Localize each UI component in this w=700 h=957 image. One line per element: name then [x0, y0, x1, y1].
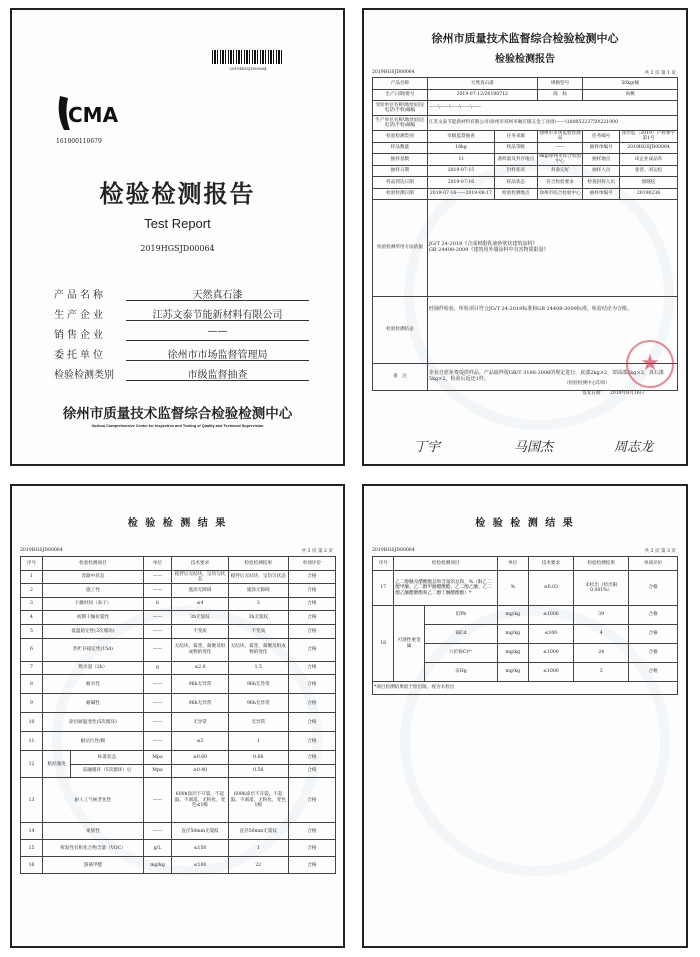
- table-cell: 耐沾污性/级: [43, 732, 144, 751]
- table-cell: 郭晓松: [620, 177, 678, 189]
- table-cell: 任务来源: [494, 131, 537, 143]
- results-page-info: 共 3 页 第 2 页: [301, 549, 333, 554]
- cover-subtitle-en: Test Report: [144, 216, 211, 231]
- table-cell: 挥发性有机化合物含量（VOC）: [43, 840, 144, 857]
- table-cell: 徐州市市场监督管理局: [126, 346, 309, 361]
- table-cell: 单项评价: [629, 557, 678, 571]
- table-cell: 天然真石漆: [126, 286, 309, 301]
- table-cell: 江苏文泰节能新材料有限公司\徐州市邳州市碾庄镇五金工业园\——\18005223750\221000: [427, 116, 677, 131]
- table-header-row: [21, 557, 336, 571]
- table-cell: 合格: [629, 606, 678, 625]
- table-row: [373, 116, 678, 131]
- table-cell: ——: [126, 326, 309, 341]
- table-cell: 可溶性重金属: [394, 606, 425, 682]
- table-cell: 抽样人员: [583, 165, 620, 177]
- table-cell: 1: [21, 570, 43, 584]
- table-cell: 市级监督抽查: [126, 366, 309, 381]
- table-cell: mg/kg: [498, 663, 529, 682]
- table-cell: 合格: [288, 751, 335, 765]
- table-header-row: [373, 557, 678, 571]
- table-cell: 合格: [288, 778, 335, 823]
- table-row: [373, 89, 678, 101]
- table-row: [21, 570, 336, 584]
- table-cell: 2: [21, 584, 43, 598]
- table-cell: ——: [143, 638, 171, 661]
- table-cell: 检验检测结果: [228, 557, 288, 571]
- table-cell: 0.66: [228, 751, 288, 765]
- table-row: [21, 597, 336, 611]
- table-cell: 3: [574, 663, 629, 682]
- results-page-3: [362, 484, 688, 948]
- table-cell: 徐州市市场监督管理局: [537, 131, 583, 143]
- table-cell: 直径50mm无裂纹: [172, 823, 229, 840]
- table-cell: 不变质: [228, 624, 288, 638]
- table-cell: mg/kg: [498, 644, 529, 663]
- results-page-info: 共 3 页 第 3 页: [644, 549, 676, 554]
- table-row: [373, 165, 678, 177]
- table-cell: 产品名称: [373, 78, 428, 90]
- table-cell: ≤0.03: [528, 571, 574, 606]
- table-cell: 2019-07-16——2019-08-17: [427, 188, 494, 200]
- table-row: [21, 732, 336, 751]
- table-cell: 检验检测结论: [373, 297, 428, 364]
- table-cell: 合格: [288, 597, 335, 611]
- table-cell: 生产日期/批号: [373, 89, 428, 101]
- table-row: [21, 694, 336, 713]
- table-cell: 4: [21, 611, 43, 625]
- table-row: [21, 584, 336, 598]
- table-cell: ≤1000: [528, 606, 574, 625]
- table-cell: 无结块、霉变、凝聚及组成物的变化: [228, 638, 288, 661]
- table-cell: 经抽样检验，所检项目符合JG/T 24-2018标准和GB 24408-2009标准，检验结论为合格。: [428, 306, 632, 313]
- table-cell: 39: [574, 606, 629, 625]
- sign-date-label: 签发日期：: [582, 391, 605, 396]
- table-cell: 14: [21, 823, 43, 840]
- table-cell: 热贮存稳定性(15d): [43, 638, 144, 661]
- table-cell: 天然真石漆: [427, 78, 537, 90]
- table-cell: 22: [228, 857, 288, 874]
- cover-field-product: [54, 286, 309, 302]
- table-cell: 序号: [21, 557, 43, 571]
- table-cell: 样品状态: [494, 177, 537, 189]
- table-cell: 样品到达日期: [373, 177, 428, 189]
- table-cell: 2019-07-12/20190712: [427, 89, 537, 101]
- sign-date: 2019年8月16日: [610, 391, 645, 396]
- table-cell: 96h无异常: [172, 675, 229, 694]
- table-cell: 汞Hg: [424, 663, 497, 682]
- table-cell: 检验检测类别: [373, 131, 428, 143]
- table-cell: 合格: [629, 571, 678, 606]
- table-cell: 尚桃: [583, 89, 678, 101]
- table-cell: ≤100: [172, 857, 229, 874]
- table-cell: ≥0.40: [172, 764, 229, 778]
- table-row: [373, 200, 678, 297]
- table-cell: 2019HGSJD00064: [620, 142, 678, 154]
- row-12-sub-b: 冻融循环（5次循环）后: [71, 764, 143, 778]
- table-cell: 检验检测类别: [54, 370, 114, 381]
- table-cell: 10: [21, 713, 43, 732]
- table-cell: 符合检验要求: [537, 177, 583, 189]
- table-cell: 搅拌后无结块，呈均匀状态: [228, 570, 288, 584]
- table-row: [373, 78, 678, 90]
- table-cell: 18: [373, 606, 394, 682]
- report-page-info: 共 3 页 第 1 页: [644, 71, 676, 76]
- results-report-number: 2019HGSJD00064: [20, 548, 63, 553]
- table-cell: 合格: [288, 840, 335, 857]
- table-cell: 任务编号: [583, 131, 620, 143]
- table-cell: 施涂无障碍: [172, 584, 229, 598]
- table-cell: 50kg/桶: [583, 78, 678, 90]
- table-row: [21, 823, 336, 840]
- table-row: [373, 177, 678, 189]
- table-cell: 合格: [288, 732, 335, 751]
- table-cell: 销售企业: [54, 330, 106, 341]
- table-cell: 无结块、霉变、凝聚及组成物的变化: [172, 638, 229, 661]
- table-cell: 检验检测项目: [394, 557, 498, 571]
- table-cell: 3h无裂纹: [228, 611, 288, 625]
- table-cell: ≤1000: [528, 663, 574, 682]
- results-title: 检 验 检 测 结 果: [127, 518, 228, 529]
- table-cell: 受检单位名称\地址\固定电话\手机\邮编: [373, 101, 428, 116]
- table-cell: ≥0.60: [172, 751, 229, 765]
- table-cell: 备 注: [373, 364, 428, 391]
- table-cell: 合格: [288, 675, 335, 694]
- table-cell: 样品等级: [494, 142, 537, 154]
- table-cell: 镉Cd: [424, 625, 497, 644]
- table-cell: 5: [21, 624, 43, 638]
- table-cell: 不变质: [172, 624, 229, 638]
- table-cell: ≤2.0: [172, 661, 229, 675]
- table-cell: ——: [143, 624, 171, 638]
- table-cell: 2019-07-16: [427, 177, 494, 189]
- results-footnote: *项目检测结果低于检出限，视为未检出: [373, 682, 678, 695]
- table-cell: 张营、刘运松: [620, 165, 678, 177]
- table-cell: mg/kg: [498, 606, 529, 625]
- results-title: 检 验 检 测 结 果: [475, 518, 575, 529]
- table-cell: 8: [21, 675, 43, 694]
- table-cell: h: [143, 597, 171, 611]
- table-cell: Mpa: [143, 764, 171, 778]
- table-cell: 合格: [288, 764, 335, 778]
- table-cell: 抽样单编号: [583, 142, 620, 154]
- signature-1: 丁宇: [414, 440, 441, 455]
- report-number: 2019HGSJD00064: [372, 70, 415, 75]
- table-cell: 18kg: [427, 142, 494, 154]
- report-page: [362, 8, 688, 466]
- table-row: [21, 611, 336, 625]
- table-row: [373, 154, 678, 166]
- table-cell: 徐州市综合检验中心: [537, 188, 583, 200]
- table-cell: 委托单位: [54, 350, 106, 361]
- table-cell: 合格: [288, 584, 335, 598]
- table-cell: 铅Pb: [424, 606, 497, 625]
- table-cell: 技术要求: [172, 557, 229, 571]
- table-cell: 96h无异常: [228, 675, 288, 694]
- table-cell: 生产单位名称\地址\固定电话\手机\邮编: [373, 116, 428, 131]
- table-cell: 20190236: [620, 188, 678, 200]
- cma-logo-icon: [54, 92, 124, 136]
- official-seal-icon: ★: [626, 340, 674, 388]
- table-cell: 检验检测项目: [43, 557, 144, 571]
- cover-page: [10, 8, 345, 466]
- cert-number: 161000110679: [56, 138, 102, 145]
- cma-logo-text: CMA: [68, 103, 119, 127]
- table-cell: ≤4: [172, 597, 229, 611]
- table-cell: 产品名称: [54, 290, 106, 301]
- report-basis: JG/T 24-2018《合成树脂乳液砂壁状建筑涂料》 GB 24408-2009《建筑用外墙涂料中有害物质限量》: [427, 200, 677, 297]
- signature-3: 周志龙: [614, 440, 654, 455]
- cover-field-client: [54, 346, 309, 362]
- table-cell: 检查封样人员: [583, 177, 620, 189]
- table-cell: 单位: [143, 557, 171, 571]
- report-title: 检验检测报告: [495, 54, 555, 65]
- report-remark: 企业自愿免费提供样品。产品取样按GB/T 3186-2006的规定进行，底漆2kg×2，罩面漆2kg×2，真石漆5kg×2，检验后返还1样。: [427, 364, 677, 391]
- table-cell: 生产企业: [54, 310, 106, 321]
- table-cell: 备样量及封存地点: [494, 154, 537, 166]
- table-row: [21, 638, 336, 661]
- table-cell: 容器中状态: [43, 570, 144, 584]
- table-cell: 检验检测地点: [494, 188, 537, 200]
- table-cell: ——: [143, 675, 171, 694]
- table-cell: 施涂无障碍: [228, 584, 288, 598]
- table-row: [373, 682, 678, 695]
- table-cell: 江苏文泰节能新材料有限公司: [126, 306, 309, 321]
- results-page-2: [10, 484, 345, 948]
- table-cell: 1.5: [228, 661, 288, 675]
- table-cell: 检验检测日期: [373, 188, 428, 200]
- table-cell: 合格: [629, 644, 678, 663]
- table-cell: 9: [21, 694, 43, 713]
- table-cell: 合格: [629, 625, 678, 644]
- table-cell: 抽样基数: [373, 154, 428, 166]
- cover-center-name: 徐州市质量技术监督综合检验检测中心: [62, 406, 293, 422]
- table-row: [21, 713, 336, 732]
- signature-2: 马国杰: [514, 440, 554, 455]
- table-cell: 搅拌后无结块，呈均匀状态: [172, 570, 229, 584]
- table-cell: ≤1000: [528, 644, 574, 663]
- table-cell: 3: [228, 597, 288, 611]
- table-row: [373, 131, 678, 143]
- table-cell: 600h涂层不开裂，不起鼓、不剥落，无粉化，变色≤1级: [172, 778, 229, 823]
- row-12-group: 粘结强度: [43, 751, 71, 778]
- table-cell: 序号: [373, 557, 394, 571]
- cover-field-category: [54, 366, 309, 382]
- table-cell: ≤150: [172, 840, 229, 857]
- table-cell: 16: [21, 857, 43, 874]
- table-row: [21, 661, 336, 675]
- table-cell: g: [143, 661, 171, 675]
- row-12-number: 12: [21, 751, 43, 778]
- table-cell: 乙二醇醚及醋酸酯总和含量的总和，%（限乙二醇甲醚、乙二醇甲醚醋酸酯、乙二醇乙醚、乙二醇乙醚醋酸酯和乙二醇丁醚醋酸酯）*: [394, 571, 498, 606]
- table-cell: 单位: [498, 557, 529, 571]
- table-cell: ——: [143, 823, 171, 840]
- table-cell: 24: [574, 644, 629, 663]
- table-cell: 7: [21, 661, 43, 675]
- table-cell: 技术要求: [528, 557, 574, 571]
- table-cell: g/L: [143, 840, 171, 857]
- table-row: [21, 624, 336, 638]
- table-cell: 15: [21, 840, 43, 857]
- table-cell: 样品数量: [373, 142, 428, 154]
- table-cell: mg/kg: [143, 857, 171, 874]
- report-center-name: 徐州市质量技术监督综合检验检测中心: [431, 32, 619, 45]
- table-row: [373, 101, 678, 116]
- table-cell: 施工性: [43, 584, 144, 598]
- table-cell: 3: [21, 597, 43, 611]
- table-cell: 6: [21, 638, 43, 661]
- cover-center-name-en: Xuzhou Comprehensive Center for Inspection and Testing of Quality and Technical Supervision: [91, 424, 264, 428]
- table-cell: 直径50mm无裂纹: [228, 823, 288, 840]
- cover-field-seller: [54, 326, 309, 342]
- table-cell: 2019-07-15: [427, 165, 494, 177]
- table-cell: 市级监督抽查: [427, 131, 494, 143]
- table-cell: 无异常: [228, 713, 288, 732]
- table-row: [373, 571, 678, 606]
- table-cell: ——: [143, 694, 171, 713]
- table-cell: 初期干燥抗裂性: [43, 611, 144, 625]
- table-cell: 合格: [288, 624, 335, 638]
- table-cell: 3h无裂纹: [172, 611, 229, 625]
- table-cell: 该企业成品库: [620, 154, 678, 166]
- table-cell: 96h无异常: [172, 694, 229, 713]
- table-row: [21, 840, 336, 857]
- table-cell: 1t: [427, 154, 494, 166]
- table-cell: ——: [537, 142, 583, 154]
- table-cell: mg/kg: [498, 625, 529, 644]
- table-cell: 96h无异常: [228, 694, 288, 713]
- table-cell: 耐人工气候老化性: [43, 778, 144, 823]
- table-cell: 600h涂层不开裂，不起鼓、不剥落，无粉化，变色1级: [228, 778, 288, 823]
- table-row: [373, 606, 678, 625]
- table-cell: 耐碱性: [43, 694, 144, 713]
- table-cell: ≤2: [172, 732, 229, 751]
- results-table: [372, 556, 678, 695]
- table-row: [21, 675, 336, 694]
- table-cell: 单项评价: [288, 557, 335, 571]
- table-cell: ——: [143, 570, 171, 584]
- table-cell: 合格: [629, 663, 678, 682]
- table-cell: 涂层耐温变性(5次循环): [43, 713, 144, 732]
- row-12-sub-a: 标准状态: [71, 751, 143, 765]
- table-row: [21, 751, 336, 765]
- table-cell: 吸水量（2h）: [43, 661, 144, 675]
- table-cell: 4: [574, 625, 629, 644]
- cover-report-number: 2019HGSJD00064: [140, 244, 215, 253]
- cover-field-manufacturer: [54, 306, 309, 322]
- table-cell: Mpa: [143, 751, 171, 765]
- table-cell: 抽样地点: [583, 154, 620, 166]
- table-cell: 合格: [288, 570, 335, 584]
- table-cell: 合格: [288, 694, 335, 713]
- table-cell: 合格: [288, 638, 335, 661]
- results-report-number: 2019HGSJD00064: [372, 548, 415, 553]
- seal-caption: （检验检测中心印章）: [564, 381, 610, 386]
- table-row: [373, 142, 678, 154]
- table-cell: 0.56: [228, 764, 288, 778]
- table-cell: 低温稳定性(3次循环): [43, 624, 144, 638]
- table-cell: 抽样单编号: [583, 188, 620, 200]
- table-cell: 徐市监〔2019〕产检委字第1号: [620, 131, 678, 143]
- table-cell: ——: [143, 713, 171, 732]
- table-cell: 合格: [288, 713, 335, 732]
- table-cell: 1: [228, 840, 288, 857]
- table-cell: %: [498, 571, 529, 606]
- table-cell: 合格: [288, 661, 335, 675]
- table-cell: 游离甲醛: [43, 857, 144, 874]
- table-cell: 商 标: [537, 89, 583, 101]
- table-cell: ——: [143, 584, 171, 598]
- table-cell: 柔韧性: [43, 823, 144, 840]
- table-cell: ——: [143, 778, 171, 823]
- table-cell: 封样状况: [494, 165, 537, 177]
- table-row: [21, 857, 336, 874]
- table-cell: 六价铬Cr⁶⁺: [424, 644, 497, 663]
- cover-title: 检验检测报告: [99, 180, 256, 208]
- table-cell: 规格型号: [537, 78, 583, 90]
- table-cell: 未检出（检出限0.001%）: [574, 571, 629, 606]
- results-table: [20, 556, 336, 874]
- table-cell: 合格: [288, 823, 335, 840]
- barcode-text: 2019HGSJD00064: [229, 66, 267, 71]
- table-cell: ——: [143, 732, 171, 751]
- table-cell: 干燥时间（表干）: [43, 597, 144, 611]
- table-row: [21, 778, 336, 823]
- table-cell: ≤100: [528, 625, 574, 644]
- table-cell: 抽样日期: [373, 165, 428, 177]
- barcode-image: [212, 50, 282, 64]
- table-cell: 封条完好: [537, 165, 583, 177]
- table-cell: 11: [21, 732, 43, 751]
- table-cell: ——\——\——\——\——: [427, 101, 677, 116]
- table-row: [373, 188, 678, 200]
- table-cell: 1: [228, 732, 288, 751]
- table-cell: 无异常: [172, 713, 229, 732]
- table-cell: ——: [143, 611, 171, 625]
- table-cell: 17: [373, 571, 394, 606]
- table-cell: 合格: [288, 611, 335, 625]
- table-cell: 13: [21, 778, 43, 823]
- table-cell: 检验检测所用方法依据: [373, 200, 428, 297]
- table-cell: 检验检测结果: [574, 557, 629, 571]
- table-cell: 9kg/徐州市综合检验中心: [538, 154, 582, 165]
- table-cell: 耐水性: [43, 675, 144, 694]
- table-cell: 合格: [288, 857, 335, 874]
